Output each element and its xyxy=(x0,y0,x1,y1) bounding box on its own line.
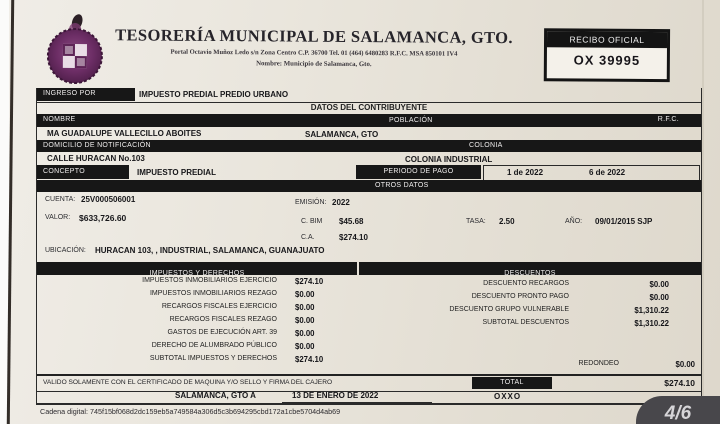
descuentos-subtotal-value: $1,310.22 xyxy=(634,319,669,328)
impuestos-row-value: $0.00 xyxy=(295,342,315,351)
otros-datos-content xyxy=(37,192,701,262)
periodo-desde: 1 de 2022 xyxy=(507,168,544,177)
impuestos-row-label: IMPUESTOS INMOBILIARIOS REZAGO xyxy=(149,290,277,297)
receipt-number: OX 39995 xyxy=(573,52,641,68)
nombre-label: NOMBRE xyxy=(43,116,76,123)
ingreso-row xyxy=(37,88,701,103)
cuenta-label: CUENTA: xyxy=(45,196,76,203)
ubicacion-value: HURACAN 103, , INDUSTRIAL, SALAMANCA, GUANAJUATO xyxy=(95,246,325,255)
valid-note: VALIDO SOLAMENTE CON EL CERTIFICADO DE MAQUINA Y/O SELLO Y FIRMA DEL CAJERO xyxy=(43,379,333,386)
emision-label: EMISIÓN: xyxy=(295,199,327,206)
impuestos-subtotal-label: SUBTOTAL IMPUESTOS Y DERECHOS xyxy=(149,355,277,362)
impuestos-section-title: IMPUESTOS Y DERECHOS xyxy=(149,270,245,277)
impuestos-row-label: DERECHO DE ALUMBRADO PÚBLICO xyxy=(151,342,277,349)
descuentos-section-title: DESCUENTOS xyxy=(504,270,556,277)
payment-channel: OXXO xyxy=(494,392,522,401)
descuentos-row-label: DESCUENTO GRUPO VULNERABLE xyxy=(449,306,569,313)
impuestos-row-label: RECARGOS FISCALES REZAGO xyxy=(169,316,277,323)
cuenta-value: 25V000506001 xyxy=(81,195,136,204)
domicilio-label: DOMICILIO DE NOTIFICACIÓN xyxy=(43,142,151,149)
ca-label: C.A. xyxy=(301,234,315,241)
valor-value: $633,726.60 xyxy=(79,213,127,223)
impuestos-subtotal-value: $274.10 xyxy=(295,355,324,364)
taxpayer-name: MA GUADALUPE VALLECILLO ABOITES xyxy=(47,129,202,138)
impuestos-row-value: $274.10 xyxy=(295,277,324,286)
impuestos-row-value: $0.00 xyxy=(295,316,315,325)
impuestos-row-value: $0.00 xyxy=(295,290,315,299)
rfc-label: R.F.C. xyxy=(657,116,679,123)
descuentos-section-band xyxy=(359,262,701,275)
concepto-row xyxy=(37,165,701,180)
page-indicator-text: 4/6 xyxy=(664,403,692,424)
domicilio-values-row xyxy=(37,152,701,165)
date-value: 13 DE ENERO DE 2022 xyxy=(292,391,379,400)
redondeo-value: $0.00 xyxy=(675,360,695,369)
page-indicator-badge xyxy=(636,396,720,424)
cbim-value: $45.68 xyxy=(339,217,364,226)
tasa-value: 2.50 xyxy=(499,217,515,226)
colonia-value: COLONIA INDUSTRIAL xyxy=(405,155,493,164)
notification-address: CALLE HURACAN No.103 xyxy=(47,154,145,163)
tasa-label: TASA: xyxy=(466,218,486,225)
otros-datos-band xyxy=(37,180,701,192)
ingreso-value: IMPUESTO PREDIAL PREDIO URBANO xyxy=(139,90,289,99)
impuestos-row-label: RECARGOS FISCALES EJERCICIO xyxy=(161,303,277,310)
contribuyente-section-title: DATOS DEL CONTRIBUYENTE xyxy=(310,103,428,112)
concepto-value: IMPUESTO PREDIAL xyxy=(137,168,216,177)
ca-value: $274.10 xyxy=(339,233,368,242)
receipt-box-label: RECIBO OFICIAL xyxy=(547,31,667,48)
impuestos-row-label: IMPUESTOS INMOBILIARIOS EJERCICIO xyxy=(142,277,277,284)
ubicacion-label: UBICACIÓN: xyxy=(45,247,86,254)
cbim-label: C. BIM xyxy=(301,218,323,225)
date-row xyxy=(37,389,701,403)
poblacion-label: POBLACIÓN xyxy=(389,117,433,124)
descuentos-row-value: $0.00 xyxy=(649,293,669,302)
place-label: SALAMANCA, GTO A xyxy=(175,391,256,400)
concepto-label: CONCEPTO xyxy=(37,165,129,179)
descuentos-row-label: DESCUENTO RECARGOS xyxy=(483,280,569,287)
impuestos-row-value: $0.00 xyxy=(295,329,315,338)
ano-value: 09/01/2015 SJP xyxy=(595,217,653,226)
institution-name-line: Nombre: Municipio de Salamanca, Gto. xyxy=(256,60,372,69)
date-underline xyxy=(282,402,432,403)
periodo-label: PERIODO DE PAGO xyxy=(356,165,481,179)
redondeo-label: REDONDEO xyxy=(578,360,619,367)
descuentos-row-value: $1,310.22 xyxy=(634,306,669,315)
impuestos-section-band xyxy=(37,262,357,275)
contribuyente-values-row xyxy=(37,127,701,140)
cadena-hash: 745f15bf068d2dc159eb5a749584a306d5c3b694295cbd172a1cbe5704d4ab69 xyxy=(89,407,341,416)
impuestos-row-value: $0.00 xyxy=(295,303,315,312)
emision-value: 2022 xyxy=(332,198,350,207)
ano-label: AÑO: xyxy=(565,218,583,225)
otros-section-title: OTROS DATOS xyxy=(375,182,429,189)
valor-label: VALOR: xyxy=(45,214,71,221)
total-label: TOTAL xyxy=(472,377,552,389)
descuentos-subtotal-label: SUBTOTAL DESCUENTOS xyxy=(482,319,569,326)
cadena-label: Cadena digital: xyxy=(40,407,88,416)
contribuyente-header-band xyxy=(37,114,701,127)
ingreso-label: INGRESO POR xyxy=(37,88,135,101)
cadena-digital-line xyxy=(40,407,340,416)
descuentos-row-label: DESCUENTO PRONTO PAGO xyxy=(471,293,569,300)
taxpayer-city: SALAMANCA, GTO xyxy=(305,130,379,139)
institution-address: Portal Octavio Muñoz Ledo s/n Zona Centro C.P. 36700 Tel. 01 (464) 6480283 R.F.C. MSA 850101 IV4 xyxy=(170,48,458,58)
institution-title: TESORERÍA MUNICIPAL DE SALAMANCA, GTO. xyxy=(115,25,514,48)
periodo-value-box xyxy=(483,165,700,181)
total-value: $274.10 xyxy=(664,378,695,388)
impuestos-row-label: GASTOS DE EJECUCIÓN ART. 39 xyxy=(167,329,277,336)
descuentos-row-value: $0.00 xyxy=(649,280,669,289)
official-receipt-box xyxy=(544,28,670,82)
receipt-table xyxy=(36,88,702,405)
receipt-header xyxy=(0,0,720,91)
colonia-label: COLONIA xyxy=(469,142,503,149)
domicilio-header-band xyxy=(37,140,701,152)
periodo-hasta: 6 de 2022 xyxy=(589,168,626,177)
